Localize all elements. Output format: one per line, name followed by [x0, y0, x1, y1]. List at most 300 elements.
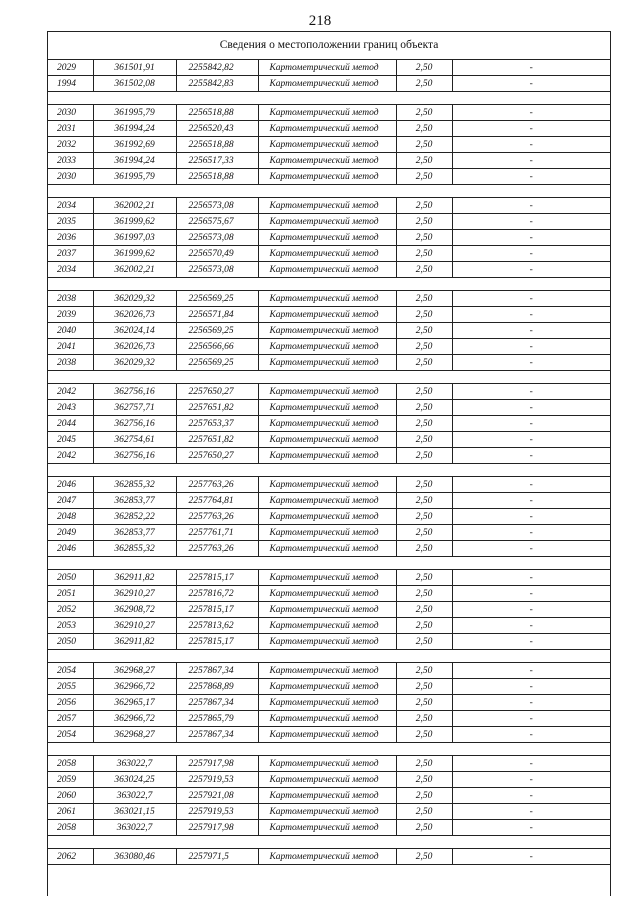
precision-cell: 2,50 [396, 291, 452, 307]
precision-cell: 2,50 [396, 695, 452, 711]
coord-y-cell: 2257650,27 [176, 384, 258, 400]
table-title: Сведения о местоположении границ объекта [48, 32, 610, 60]
note-cell: - [452, 602, 610, 618]
coord-x-cell: 362968,27 [93, 727, 176, 743]
note-cell: - [452, 400, 610, 416]
coord-y-cell: 2256573,08 [176, 262, 258, 278]
note-cell: - [452, 230, 610, 246]
precision-cell: 2,50 [396, 493, 452, 509]
method-cell: Картометрический метод [258, 121, 396, 137]
coord-y-cell: 2257815,17 [176, 570, 258, 586]
note-cell: - [452, 788, 610, 804]
point-number-cell: 2037 [48, 246, 93, 262]
point-number-cell: 2050 [48, 634, 93, 650]
note-cell: - [452, 432, 610, 448]
method-cell: Картометрический метод [258, 711, 396, 727]
point-number-cell: 2053 [48, 618, 93, 634]
precision-cell: 2,50 [396, 307, 452, 323]
point-number-cell: 2039 [48, 307, 93, 323]
point-number-cell: 2057 [48, 711, 93, 727]
note-cell: - [452, 570, 610, 586]
group-separator [48, 743, 610, 756]
coord-x-cell: 361997,03 [93, 230, 176, 246]
table-row [48, 76, 610, 92]
method-cell: Картометрический метод [258, 695, 396, 711]
coord-y-cell: 2256575,67 [176, 214, 258, 230]
coord-y-cell: 2257917,98 [176, 820, 258, 836]
method-cell: Картометрический метод [258, 493, 396, 509]
note-cell: - [452, 137, 610, 153]
note-cell: - [452, 509, 610, 525]
method-cell: Картометрический метод [258, 384, 396, 400]
note-cell: - [452, 820, 610, 836]
coord-y-cell: 2257764,81 [176, 493, 258, 509]
method-cell: Картометрический метод [258, 804, 396, 820]
point-number-cell: 2048 [48, 509, 93, 525]
point-number-cell: 1994 [48, 76, 93, 92]
coord-x-cell: 362968,27 [93, 663, 176, 679]
precision-cell: 2,50 [396, 820, 452, 836]
point-number-cell: 2045 [48, 432, 93, 448]
point-number-cell: 2043 [48, 400, 93, 416]
coord-x-cell: 362002,21 [93, 262, 176, 278]
method-cell: Картометрический метод [258, 105, 396, 121]
method-cell: Картометрический метод [258, 355, 396, 371]
precision-cell: 2,50 [396, 756, 452, 772]
method-cell: Картометрический метод [258, 663, 396, 679]
method-cell: Картометрический метод [258, 153, 396, 169]
coord-y-cell: 2257867,34 [176, 695, 258, 711]
point-number-cell: 2030 [48, 105, 93, 121]
coord-y-cell: 2256518,88 [176, 105, 258, 121]
note-cell: - [452, 60, 610, 76]
coord-y-cell: 2256517,33 [176, 153, 258, 169]
method-cell: Картометрический метод [258, 788, 396, 804]
point-number-cell: 2059 [48, 772, 93, 788]
table-row [48, 339, 610, 355]
coord-x-cell: 362002,21 [93, 198, 176, 214]
group-separator-cell [48, 278, 610, 291]
note-cell: - [452, 323, 610, 339]
point-number-cell: 2046 [48, 477, 93, 493]
coordinates-table-frame [47, 31, 611, 896]
coord-x-cell: 361502,08 [93, 76, 176, 92]
point-number-cell: 2030 [48, 169, 93, 185]
method-cell: Картометрический метод [258, 679, 396, 695]
coord-x-cell: 362965,17 [93, 695, 176, 711]
precision-cell: 2,50 [396, 121, 452, 137]
coord-y-cell: 2257919,53 [176, 772, 258, 788]
coord-y-cell: 2256518,88 [176, 137, 258, 153]
coord-y-cell: 2256573,08 [176, 198, 258, 214]
method-cell: Картометрический метод [258, 307, 396, 323]
group-separator-cell [48, 464, 610, 477]
group-separator [48, 278, 610, 291]
method-cell: Картометрический метод [258, 323, 396, 339]
precision-cell: 2,50 [396, 849, 452, 865]
point-number-cell: 2060 [48, 788, 93, 804]
point-number-cell: 2056 [48, 695, 93, 711]
coord-y-cell: 2257763,26 [176, 477, 258, 493]
coord-y-cell: 2257921,08 [176, 788, 258, 804]
group-separator-cell [48, 743, 610, 756]
precision-cell: 2,50 [396, 105, 452, 121]
table-row [48, 323, 610, 339]
method-cell: Картометрический метод [258, 772, 396, 788]
point-number-cell: 2038 [48, 355, 93, 371]
coord-y-cell: 2256569,25 [176, 355, 258, 371]
method-cell: Картометрический метод [258, 400, 396, 416]
note-cell: - [452, 525, 610, 541]
coord-x-cell: 361999,62 [93, 214, 176, 230]
precision-cell: 2,50 [396, 772, 452, 788]
precision-cell: 2,50 [396, 618, 452, 634]
precision-cell: 2,50 [396, 788, 452, 804]
coord-x-cell: 363022,7 [93, 756, 176, 772]
coord-y-cell: 2257813,62 [176, 618, 258, 634]
coord-x-cell: 363080,46 [93, 849, 176, 865]
coord-x-cell: 362855,32 [93, 541, 176, 557]
point-number-cell: 2042 [48, 448, 93, 464]
note-cell: - [452, 291, 610, 307]
precision-cell: 2,50 [396, 355, 452, 371]
precision-cell: 2,50 [396, 586, 452, 602]
group-separator [48, 557, 610, 570]
precision-cell: 2,50 [396, 198, 452, 214]
coord-y-cell: 2257763,26 [176, 509, 258, 525]
table-row [48, 307, 610, 323]
coord-y-cell: 2257763,26 [176, 541, 258, 557]
group-separator [48, 836, 610, 849]
point-number-cell: 2047 [48, 493, 93, 509]
coord-x-cell: 362855,32 [93, 477, 176, 493]
point-number-cell: 2038 [48, 291, 93, 307]
coord-x-cell: 361501,91 [93, 60, 176, 76]
coord-x-cell: 362910,27 [93, 586, 176, 602]
table-row [48, 384, 610, 400]
coord-y-cell: 2257867,34 [176, 727, 258, 743]
note-cell: - [452, 711, 610, 727]
note-cell: - [452, 477, 610, 493]
note-cell: - [452, 198, 610, 214]
coord-y-cell: 2256570,49 [176, 246, 258, 262]
method-cell: Картометрический метод [258, 849, 396, 865]
note-cell: - [452, 679, 610, 695]
coord-y-cell: 2256566,66 [176, 339, 258, 355]
precision-cell: 2,50 [396, 477, 452, 493]
method-cell: Картометрический метод [258, 756, 396, 772]
coord-x-cell: 362754,61 [93, 432, 176, 448]
table-row [48, 214, 610, 230]
coord-x-cell: 363022,7 [93, 788, 176, 804]
coord-y-cell: 2257815,17 [176, 602, 258, 618]
table-row [48, 60, 610, 76]
coord-x-cell: 362911,82 [93, 634, 176, 650]
coord-x-cell: 362026,73 [93, 307, 176, 323]
coord-x-cell: 363021,15 [93, 804, 176, 820]
coord-y-cell: 2256573,08 [176, 230, 258, 246]
note-cell: - [452, 355, 610, 371]
coord-x-cell: 362756,16 [93, 416, 176, 432]
coord-x-cell: 362024,14 [93, 323, 176, 339]
precision-cell: 2,50 [396, 509, 452, 525]
note-cell: - [452, 448, 610, 464]
coord-y-cell: 2257865,79 [176, 711, 258, 727]
method-cell: Картометрический метод [258, 432, 396, 448]
table-row [48, 477, 610, 493]
precision-cell: 2,50 [396, 153, 452, 169]
coord-x-cell: 362756,16 [93, 384, 176, 400]
method-cell: Картометрический метод [258, 618, 396, 634]
precision-cell: 2,50 [396, 804, 452, 820]
precision-cell: 2,50 [396, 541, 452, 557]
coord-x-cell: 361999,62 [93, 246, 176, 262]
point-number-cell: 2034 [48, 198, 93, 214]
group-separator-cell [48, 185, 610, 198]
method-cell: Картометрический метод [258, 541, 396, 557]
coord-y-cell: 2257761,71 [176, 525, 258, 541]
table-row [48, 541, 610, 557]
precision-cell: 2,50 [396, 384, 452, 400]
table-row [48, 788, 610, 804]
note-cell: - [452, 307, 610, 323]
table-row [48, 804, 610, 820]
method-cell: Картометрический метод [258, 76, 396, 92]
group-separator-cell [48, 557, 610, 570]
table-row [48, 820, 610, 836]
table-row [48, 849, 610, 865]
precision-cell: 2,50 [396, 262, 452, 278]
note-cell: - [452, 121, 610, 137]
table-row [48, 169, 610, 185]
coord-y-cell: 2257917,98 [176, 756, 258, 772]
table-row [48, 509, 610, 525]
coord-y-cell: 2257650,27 [176, 448, 258, 464]
point-number-cell: 2049 [48, 525, 93, 541]
precision-cell: 2,50 [396, 169, 452, 185]
point-number-cell: 2051 [48, 586, 93, 602]
point-number-cell: 2058 [48, 820, 93, 836]
table-row [48, 153, 610, 169]
note-cell: - [452, 756, 610, 772]
note-cell: - [452, 695, 610, 711]
method-cell: Картометрический метод [258, 416, 396, 432]
point-number-cell: 2054 [48, 663, 93, 679]
note-cell: - [452, 493, 610, 509]
coord-y-cell: 2257971,5 [176, 849, 258, 865]
coord-y-cell: 2257651,82 [176, 400, 258, 416]
method-cell: Картометрический метод [258, 262, 396, 278]
group-separator-cell [48, 836, 610, 849]
precision-cell: 2,50 [396, 246, 452, 262]
note-cell: - [452, 339, 610, 355]
precision-cell: 2,50 [396, 416, 452, 432]
precision-cell: 2,50 [396, 137, 452, 153]
table-row [48, 727, 610, 743]
group-separator [48, 92, 610, 105]
table-row [48, 602, 610, 618]
table-row [48, 121, 610, 137]
point-number-cell: 2034 [48, 262, 93, 278]
coord-y-cell: 2256569,25 [176, 323, 258, 339]
table-row [48, 400, 610, 416]
group-separator [48, 650, 610, 663]
coord-y-cell: 2257868,89 [176, 679, 258, 695]
coord-y-cell: 2255842,83 [176, 76, 258, 92]
table-row [48, 355, 610, 371]
point-number-cell: 2050 [48, 570, 93, 586]
method-cell: Картометрический метод [258, 570, 396, 586]
table-row [48, 711, 610, 727]
coord-x-cell: 361994,24 [93, 153, 176, 169]
precision-cell: 2,50 [396, 602, 452, 618]
table-row [48, 663, 610, 679]
method-cell: Картометрический метод [258, 137, 396, 153]
note-cell: - [452, 416, 610, 432]
point-number-cell: 2033 [48, 153, 93, 169]
point-number-cell: 2054 [48, 727, 93, 743]
precision-cell: 2,50 [396, 711, 452, 727]
coord-x-cell: 362029,32 [93, 355, 176, 371]
precision-cell: 2,50 [396, 214, 452, 230]
table-row [48, 525, 610, 541]
point-number-cell: 2029 [48, 60, 93, 76]
coord-y-cell: 2256569,25 [176, 291, 258, 307]
point-number-cell: 2036 [48, 230, 93, 246]
coord-x-cell: 362757,71 [93, 400, 176, 416]
table-row [48, 618, 610, 634]
coord-y-cell: 2257651,82 [176, 432, 258, 448]
precision-cell: 2,50 [396, 663, 452, 679]
table-row [48, 137, 610, 153]
precision-cell: 2,50 [396, 570, 452, 586]
group-separator [48, 464, 610, 477]
precision-cell: 2,50 [396, 323, 452, 339]
note-cell: - [452, 727, 610, 743]
coord-y-cell: 2257815,17 [176, 634, 258, 650]
note-cell: - [452, 169, 610, 185]
coord-x-cell: 361992,69 [93, 137, 176, 153]
note-cell: - [452, 586, 610, 602]
table-row [48, 416, 610, 432]
point-number-cell: 2042 [48, 384, 93, 400]
coord-y-cell: 2255842,82 [176, 60, 258, 76]
method-cell: Картометрический метод [258, 214, 396, 230]
precision-cell: 2,50 [396, 339, 452, 355]
method-cell: Картометрический метод [258, 525, 396, 541]
method-cell: Картометрический метод [258, 198, 396, 214]
group-separator [48, 371, 610, 384]
coordinates-table [48, 60, 610, 865]
note-cell: - [452, 246, 610, 262]
point-number-cell: 2062 [48, 849, 93, 865]
method-cell: Картометрический метод [258, 339, 396, 355]
table-row [48, 586, 610, 602]
note-cell: - [452, 634, 610, 650]
coord-x-cell: 362756,16 [93, 448, 176, 464]
precision-cell: 2,50 [396, 76, 452, 92]
coord-x-cell: 362026,73 [93, 339, 176, 355]
coord-x-cell: 361994,24 [93, 121, 176, 137]
table-row [48, 695, 610, 711]
coord-x-cell: 362853,77 [93, 525, 176, 541]
method-cell: Картометрический метод [258, 60, 396, 76]
method-cell: Картометрический метод [258, 602, 396, 618]
coord-y-cell: 2257867,34 [176, 663, 258, 679]
method-cell: Картометрический метод [258, 477, 396, 493]
coord-y-cell: 2256571,84 [176, 307, 258, 323]
point-number-cell: 2046 [48, 541, 93, 557]
table-row [48, 570, 610, 586]
table-row [48, 634, 610, 650]
point-number-cell: 2055 [48, 679, 93, 695]
method-cell: Картометрический метод [258, 509, 396, 525]
coord-x-cell: 362908,72 [93, 602, 176, 618]
method-cell: Картометрический метод [258, 169, 396, 185]
method-cell: Картометрический метод [258, 820, 396, 836]
precision-cell: 2,50 [396, 634, 452, 650]
coord-x-cell: 361995,79 [93, 105, 176, 121]
table-row [48, 246, 610, 262]
method-cell: Картометрический метод [258, 291, 396, 307]
point-number-cell: 2058 [48, 756, 93, 772]
note-cell: - [452, 105, 610, 121]
coord-y-cell: 2256518,88 [176, 169, 258, 185]
point-number-cell: 2035 [48, 214, 93, 230]
coord-x-cell: 362911,82 [93, 570, 176, 586]
group-separator-cell [48, 371, 610, 384]
note-cell: - [452, 663, 610, 679]
method-cell: Картометрический метод [258, 586, 396, 602]
coord-y-cell: 2257816,72 [176, 586, 258, 602]
coord-x-cell: 362852,22 [93, 509, 176, 525]
table-row [48, 448, 610, 464]
table-row [48, 230, 610, 246]
note-cell: - [452, 618, 610, 634]
note-cell: - [452, 541, 610, 557]
coord-x-cell: 362910,27 [93, 618, 176, 634]
point-number-cell: 2061 [48, 804, 93, 820]
precision-cell: 2,50 [396, 525, 452, 541]
point-number-cell: 2041 [48, 339, 93, 355]
point-number-cell: 2032 [48, 137, 93, 153]
table-row [48, 105, 610, 121]
table-row [48, 772, 610, 788]
coord-x-cell: 362029,32 [93, 291, 176, 307]
coord-y-cell: 2257919,53 [176, 804, 258, 820]
point-number-cell: 2040 [48, 323, 93, 339]
group-separator-cell [48, 650, 610, 663]
precision-cell: 2,50 [396, 60, 452, 76]
coord-x-cell: 363024,25 [93, 772, 176, 788]
page-number: 218 [308, 13, 332, 29]
coord-x-cell: 363022,7 [93, 820, 176, 836]
coord-y-cell: 2256520,43 [176, 121, 258, 137]
note-cell: - [452, 384, 610, 400]
table-row [48, 262, 610, 278]
table-row [48, 198, 610, 214]
point-number-cell: 2052 [48, 602, 93, 618]
precision-cell: 2,50 [396, 400, 452, 416]
coord-x-cell: 362966,72 [93, 711, 176, 727]
note-cell: - [452, 153, 610, 169]
method-cell: Картометрический метод [258, 727, 396, 743]
note-cell: - [452, 262, 610, 278]
coord-x-cell: 361995,79 [93, 169, 176, 185]
note-cell: - [452, 849, 610, 865]
table-row [48, 291, 610, 307]
coord-x-cell: 362853,77 [93, 493, 176, 509]
